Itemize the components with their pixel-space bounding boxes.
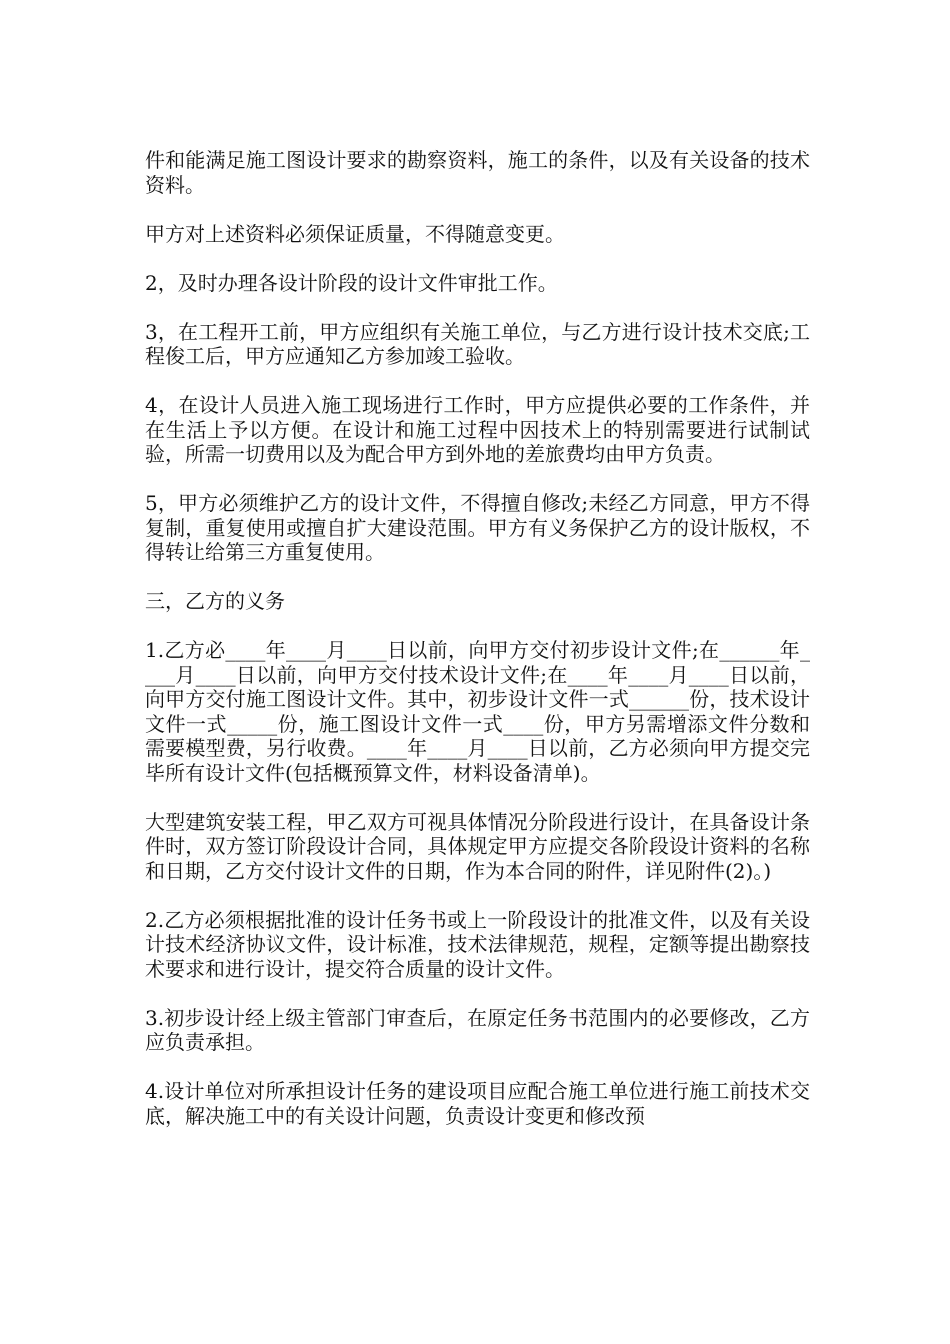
paragraph-8: 大型建筑安装工程，甲乙双方可视具体情况分阶段进行设计，在具备设计条件时，双方签订阶段设计合同，具体规定甲方应提交各阶段设计资料的名称和日期，乙方交付设计文件的日期，作为本合同的附件，详见附件(2)。) xyxy=(145,809,810,883)
paragraph-3: 2，及时办理各设计阶段的设计文件审批工作。 xyxy=(145,270,558,295)
paragraph-11: 4.设计单位对所承担设计任务的建设项目应配合施工单位进行施工前技术交底，解决施工中的有关设计问题，负责设计变更和修改预 xyxy=(145,1079,810,1128)
paragraph-1: 件和能满足施工图设计要求的勘察资料，施工的条件，以及有关设备的技术资料。 xyxy=(145,148,810,197)
paragraph-7: 1.乙方必____年____月____日以前，向甲方交付初步设计文件;在______年____月____日以前，向甲方交付技术设计文件;在____年____月____日以前，向甲方交付施工图设计文件。其中，初步设计文件一式______份，技术设计文件一式_____份，施工图设计文件一式____份，甲方另需增添文件分数和需要模型费，另行收费。____年____月____日以前，乙方必须向甲方提交完毕所有设计文件(包括概预算文件，材料设备清单)。 xyxy=(145,638,810,785)
paragraph-4: 3，在工程开工前，甲方应组织有关施工单位，与乙方进行设计技术交底;工程俊工后，甲方应通知乙方参加竣工验收。 xyxy=(145,319,810,368)
paragraph-2: 甲方对上述资料必须保证质量，不得随意变更。 xyxy=(145,221,565,246)
document-body xyxy=(145,148,810,1153)
paragraph-5: 4，在设计人员进入施工现场进行工作时，甲方应提供必要的工作条件，并在生活上予以方便。在设计和施工过程中因技术上的特别需要进行试制试验，所需一切费用以及为配合甲方到外地的差旅费均由甲方负责。 xyxy=(145,393,810,466)
section-heading: 三，乙方的义务 xyxy=(145,589,285,613)
paragraph-6: 5，甲方必须维护乙方的设计文件，不得擅自修改;未经乙方同意，甲方不得复制，重复使用或擅自扩大建设范围。甲方有义务保护乙方的设计版权，不得转让给第三方重复使用。 xyxy=(145,491,810,564)
paragraph-10: 3.初步设计经上级主管部门审查后，在原定任务书范围内的必要修改，乙方应负责承担。 xyxy=(145,1005,810,1054)
paragraph-9: 2.乙方必须根据批准的设计任务书或上一阶段设计的批准文件，以及有关设计技术经济协议文件，设计标准，技术法律规范，规程，定额等提出勘察技术要求和进行设计，提交符合质量的设计文件。 xyxy=(145,907,810,981)
